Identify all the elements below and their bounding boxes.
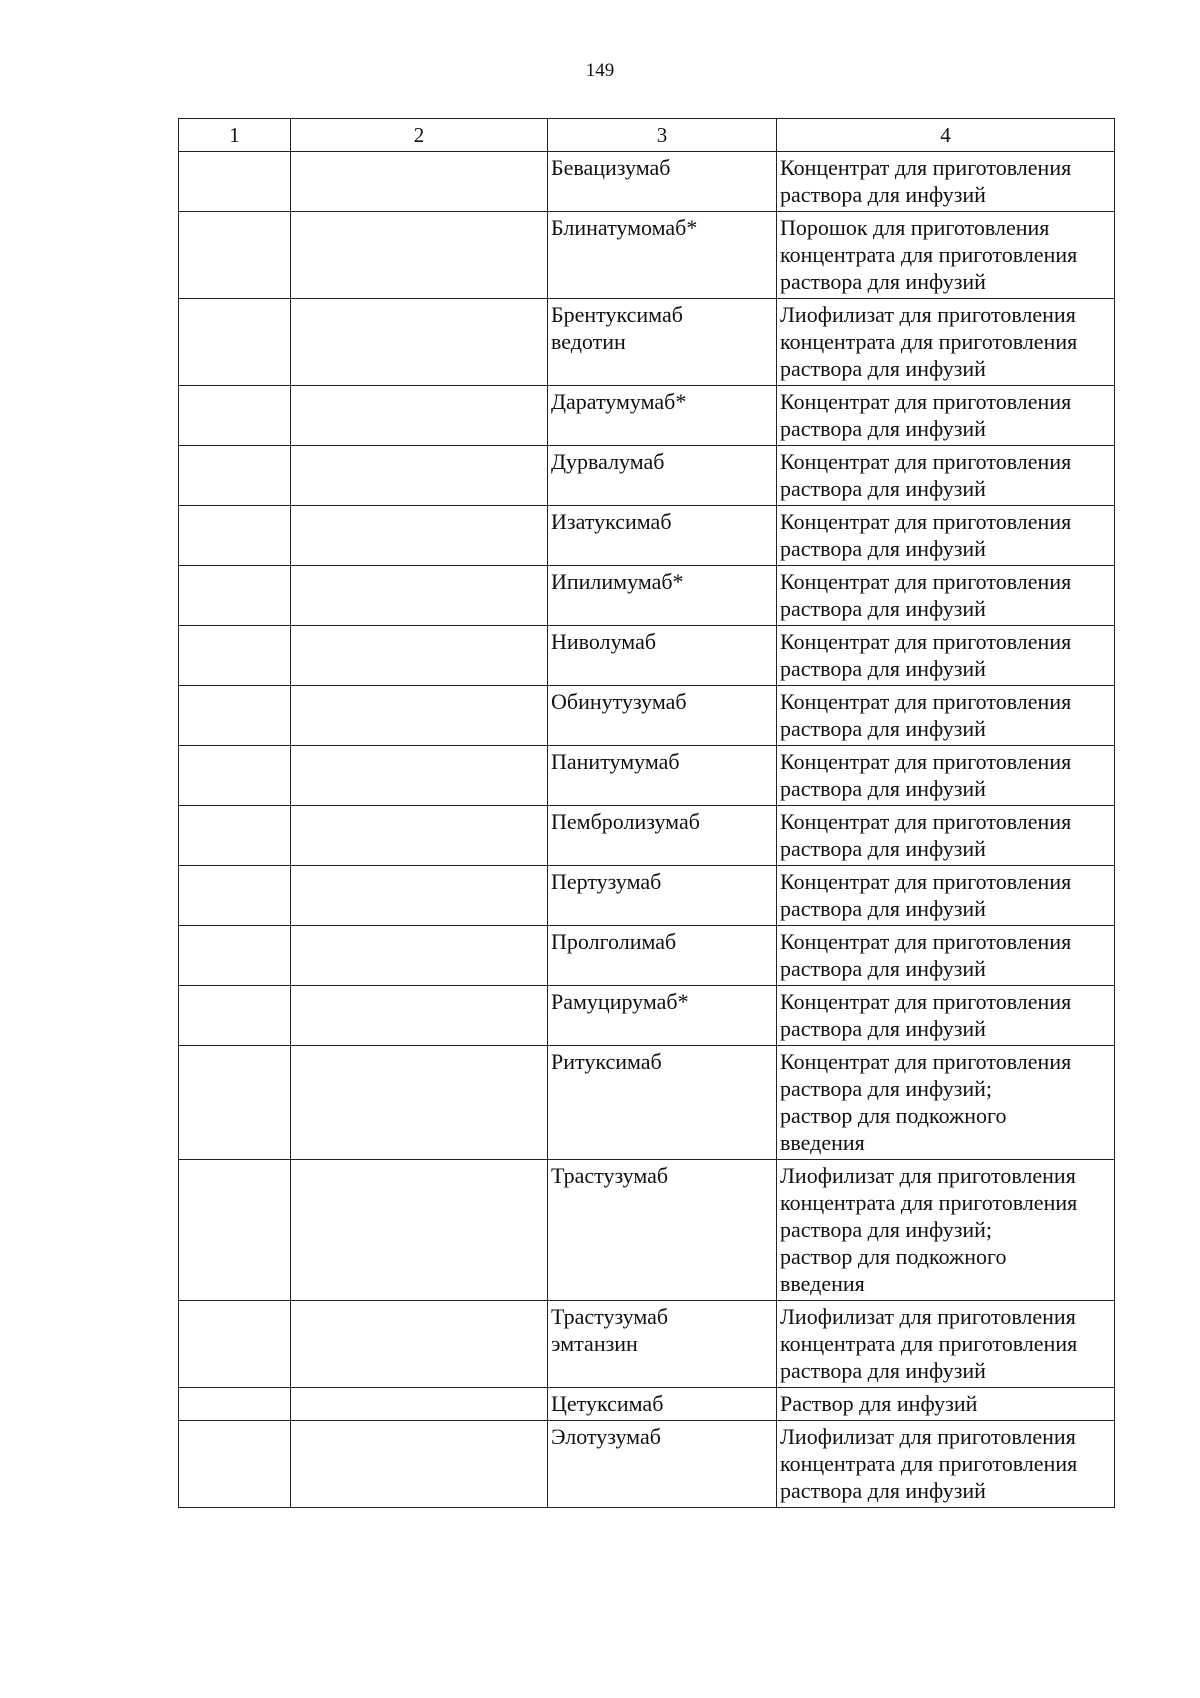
table-row xyxy=(179,566,1115,626)
dosage-form-cell-text: Концентрат для приготовления раствора для инфузий xyxy=(780,929,1072,981)
drug-name-cell xyxy=(548,1388,777,1421)
row-cell-group xyxy=(291,1301,548,1388)
dosage-form-cell xyxy=(777,746,1115,806)
dosage-form-cell xyxy=(777,212,1115,299)
drug-name-cell-text: Брентуксимаб ведотин xyxy=(551,302,683,354)
row-cell-number xyxy=(179,152,291,212)
drug-name-cell xyxy=(548,299,777,386)
row-cell-group xyxy=(291,686,548,746)
drug-name-cell-text: Бевацизумаб xyxy=(551,155,671,180)
drug-name-cell xyxy=(548,152,777,212)
row-cell-number xyxy=(179,1160,291,1301)
column-header-3: 3 xyxy=(548,119,777,152)
dosage-form-cell xyxy=(777,1160,1115,1301)
drug-name-cell-text: Панитумумаб xyxy=(551,749,680,774)
row-cell-group xyxy=(291,1388,548,1421)
drug-name-cell-text: Пембролизумаб xyxy=(551,809,700,834)
dosage-form-cell-text: Концентрат для приготовления раствора для инфузий xyxy=(780,869,1072,921)
row-cell-number xyxy=(179,446,291,506)
drug-name-cell xyxy=(548,1301,777,1388)
table-row xyxy=(179,386,1115,446)
dosage-form-cell xyxy=(777,1388,1115,1421)
table-row xyxy=(179,152,1115,212)
table-row xyxy=(179,986,1115,1046)
row-cell-number xyxy=(179,1388,291,1421)
dosage-form-cell xyxy=(777,626,1115,686)
row-cell-number xyxy=(179,866,291,926)
drug-name-cell-text: Дурвалумаб xyxy=(551,449,665,474)
drug-name-cell-text: Рамуцирумаб* xyxy=(551,989,689,1014)
row-cell-group xyxy=(291,212,548,299)
row-cell-number xyxy=(179,686,291,746)
dosage-form-cell-text: Лиофилизат для приготовления концентрата для приготовления раствора для инфузий; раствор для подкожного введения xyxy=(780,1163,1078,1296)
dosage-form-cell xyxy=(777,386,1115,446)
drug-name-cell xyxy=(548,446,777,506)
dosage-form-cell xyxy=(777,152,1115,212)
drug-name-cell-text: Ипилимумаб* xyxy=(551,569,684,594)
dosage-form-cell-text: Лиофилизат для приготовления концентрата для приготовления раствора для инфузий xyxy=(780,1424,1078,1503)
row-cell-number xyxy=(179,1046,291,1160)
dosage-form-cell-text: Концентрат для приготовления раствора для инфузий xyxy=(780,449,1072,501)
table-row xyxy=(179,1046,1115,1160)
row-cell-group xyxy=(291,1421,548,1508)
table-row xyxy=(179,926,1115,986)
drug-name-cell-text: Пролголимаб xyxy=(551,929,677,954)
row-cell-group xyxy=(291,746,548,806)
row-cell-number xyxy=(179,212,291,299)
row-cell-number xyxy=(179,626,291,686)
row-cell-group xyxy=(291,926,548,986)
drug-name-cell xyxy=(548,866,777,926)
drug-name-cell xyxy=(548,506,777,566)
dosage-form-cell-text: Концентрат для приготовления раствора для инфузий xyxy=(780,509,1072,561)
row-cell-group xyxy=(291,299,548,386)
row-cell-number xyxy=(179,986,291,1046)
table-row xyxy=(179,299,1115,386)
drug-name-cell-text: Трастузумаб эмтанзин xyxy=(551,1304,669,1356)
dosage-form-cell-text: Концентрат для приготовления раствора для инфузий xyxy=(780,689,1072,741)
drug-name-cell xyxy=(548,746,777,806)
dosage-form-cell xyxy=(777,686,1115,746)
dosage-form-cell-text: Концентрат для приготовления раствора для инфузий xyxy=(780,809,1072,861)
row-cell-group xyxy=(291,446,548,506)
drug-name-cell xyxy=(548,806,777,866)
column-header-2: 2 xyxy=(291,119,548,152)
dosage-form-cell xyxy=(777,806,1115,866)
row-cell-number xyxy=(179,566,291,626)
dosage-form-cell-text: Концентрат для приготовления раствора для инфузий xyxy=(780,569,1072,621)
table-body xyxy=(179,152,1115,1508)
dosage-form-cell xyxy=(777,866,1115,926)
drug-name-cell xyxy=(548,1421,777,1508)
drug-name-cell-text: Цетуксимаб xyxy=(551,1391,664,1416)
table-row xyxy=(179,212,1115,299)
dosage-form-cell xyxy=(777,986,1115,1046)
drug-name-cell xyxy=(548,1160,777,1301)
row-cell-group xyxy=(291,626,548,686)
drug-name-cell-text: Обинутузумаб xyxy=(551,689,687,714)
dosage-form-cell xyxy=(777,1046,1115,1160)
row-cell-group xyxy=(291,806,548,866)
row-cell-group xyxy=(291,566,548,626)
row-cell-number xyxy=(179,299,291,386)
dosage-form-cell xyxy=(777,1421,1115,1508)
drug-name-cell xyxy=(548,212,777,299)
row-cell-group xyxy=(291,506,548,566)
dosage-form-cell xyxy=(777,926,1115,986)
table-row xyxy=(179,626,1115,686)
dosage-form-cell-text: Концентрат для приготовления раствора для инфузий xyxy=(780,749,1072,801)
row-cell-group xyxy=(291,152,548,212)
column-header-4: 4 xyxy=(777,119,1115,152)
table-row xyxy=(179,446,1115,506)
dosage-form-cell xyxy=(777,446,1115,506)
dosage-form-cell-text: Концентрат для приготовления раствора для инфузий xyxy=(780,989,1072,1041)
dosage-form-cell-text: Концентрат для приготовления раствора для инфузий xyxy=(780,629,1072,681)
dosage-form-cell xyxy=(777,506,1115,566)
row-cell-number xyxy=(179,926,291,986)
drug-table xyxy=(178,118,1115,1508)
table-row xyxy=(179,1421,1115,1508)
row-cell-number xyxy=(179,506,291,566)
dosage-form-cell-text: Концентрат для приготовления раствора для инфузий xyxy=(780,389,1072,441)
row-cell-number xyxy=(179,386,291,446)
row-cell-group xyxy=(291,1046,548,1160)
row-cell-number xyxy=(179,806,291,866)
drug-name-cell-text: Элотузумаб xyxy=(551,1424,661,1449)
dosage-form-cell xyxy=(777,299,1115,386)
dosage-form-cell-text: Концентрат для приготовления раствора для инфузий xyxy=(780,155,1072,207)
drug-name-cell xyxy=(548,566,777,626)
dosage-form-cell-text: Раствор для инфузий xyxy=(780,1391,978,1416)
drug-name-cell xyxy=(548,986,777,1046)
drug-name-cell xyxy=(548,926,777,986)
dosage-form-cell-text: Порошок для приготовления концентрата для приготовления раствора для инфузий xyxy=(780,215,1078,294)
row-cell-number xyxy=(179,1301,291,1388)
table-row xyxy=(179,866,1115,926)
table-row xyxy=(179,746,1115,806)
drug-name-cell-text: Ритуксимаб xyxy=(551,1049,662,1074)
dosage-form-cell-text: Концентрат для приготовления раствора для инфузий; раствор для подкожного введения xyxy=(780,1049,1072,1155)
table-row xyxy=(179,1388,1115,1421)
drug-name-cell xyxy=(548,1046,777,1160)
row-cell-group xyxy=(291,1160,548,1301)
drug-name-cell xyxy=(548,686,777,746)
dosage-form-cell xyxy=(777,1301,1115,1388)
table-row xyxy=(179,1160,1115,1301)
drug-name-cell xyxy=(548,626,777,686)
drug-name-cell-text: Изатуксимаб xyxy=(551,509,672,534)
dosage-form-cell xyxy=(777,566,1115,626)
table-row xyxy=(179,1301,1115,1388)
drug-name-cell-text: Ниволумаб xyxy=(551,629,657,654)
dosage-form-cell-text: Лиофилизат для приготовления концентрата для приготовления раствора для инфузий xyxy=(780,1304,1078,1383)
row-cell-group xyxy=(291,866,548,926)
table-row xyxy=(179,506,1115,566)
drug-name-cell-text: Трастузумаб xyxy=(551,1163,669,1188)
page-number: 149 xyxy=(585,60,615,81)
row-cell-group xyxy=(291,986,548,1046)
drug-name-cell-text: Пертузумаб xyxy=(551,869,662,894)
row-cell-number xyxy=(179,1421,291,1508)
row-cell-number xyxy=(179,746,291,806)
table-header-row xyxy=(179,119,1115,152)
table-row xyxy=(179,806,1115,866)
column-header-1: 1 xyxy=(179,119,291,152)
drug-name-cell-text: Блинатумомаб* xyxy=(551,215,698,240)
drug-name-cell-text: Даратумумаб* xyxy=(551,389,687,414)
row-cell-group xyxy=(291,386,548,446)
dosage-form-cell-text: Лиофилизат для приготовления концентрата для приготовления раствора для инфузий xyxy=(780,302,1078,381)
table-row xyxy=(179,686,1115,746)
drug-name-cell xyxy=(548,386,777,446)
